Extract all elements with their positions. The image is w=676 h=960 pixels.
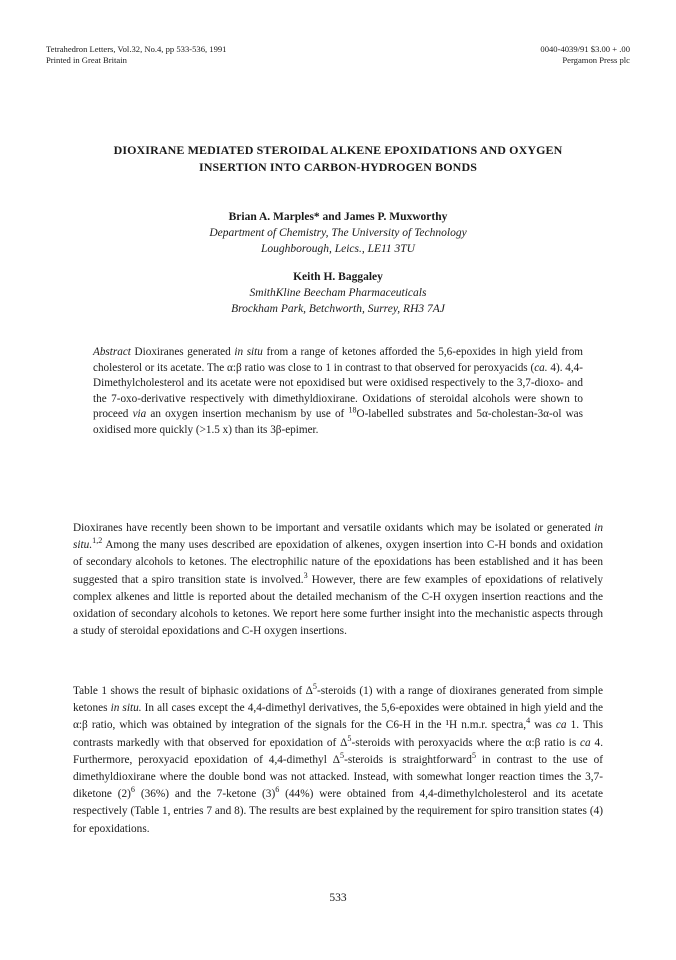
publisher: Pergamon Press plc	[562, 55, 630, 65]
reference-superscript: 5	[471, 751, 477, 761]
paragraph-text: (36%) and the 7-ketone (3)	[134, 788, 276, 801]
superscript: 5	[340, 751, 345, 761]
affiliation-line: SmithKline Beecham Pharmaceuticals	[249, 287, 427, 299]
abstract	[93, 345, 583, 439]
abstract-italic: via	[132, 408, 147, 421]
isotope-superscript: 18	[348, 405, 357, 415]
paragraph-text: Table 1 shows the result of biphasic oxidations of Δ	[73, 685, 313, 697]
abstract-text: Dioxiranes generated	[130, 346, 235, 358]
journal-citation	[46, 44, 226, 66]
paragraph-text: (44%) were obtained from 4,4-dimethylcholesterol and its acetate respectively (Table 1, entries 7 and 8). The results are best explained by the requirement for spiro transition states (4) for epoxidations.	[73, 788, 603, 835]
body-paragraph-2	[73, 683, 603, 838]
paragraph-text: -steroids (1) with a range of dioxiranes generated from simple ketones	[73, 685, 603, 715]
paragraph-italic: ca	[555, 719, 567, 732]
paragraph-text: In all cases except the 4,4-dimethyl derivatives, the 5,6-epoxides were obtained in high yield and the α:β ratio, which was obtained by integration of the signals for the C6-H in the ¹H n.m.r. spectra,	[73, 702, 603, 732]
paragraph-italic: ca	[580, 736, 591, 749]
affiliation-address: Loughborough, Leics., LE11 3TU	[261, 243, 415, 255]
paragraph-text: 4. Furthermore, peroxyacid epoxidation of 4,4-dimethyl Δ	[73, 736, 604, 766]
paragraph-italic: in situ.	[110, 702, 142, 715]
body-paragraph-1	[73, 520, 603, 640]
page-number: 533	[329, 892, 347, 904]
title-line-1: DIOXIRANE MEDIATED STEROIDAL ALKENE EPOXIDATIONS AND OXYGEN	[113, 143, 563, 157]
author-names: Brian A. Marples* and James P. Muxworthy	[228, 211, 448, 223]
paragraph-text: -steroids is straightforward	[344, 753, 472, 766]
affiliation-line: Department of Chemistry, The University of Technology	[209, 227, 467, 239]
paragraph-text: -steroids with peroxyacids where the α:β ratio is	[351, 736, 581, 749]
paragraph-text: Dioxiranes have recently been shown to be important and versatile oxidants which may be isolated or generated	[73, 522, 595, 534]
affiliation-address: Brockham Park, Betchworth, Surrey, RH3 7AJ	[231, 303, 445, 315]
reference-superscript: 6	[130, 785, 135, 795]
author-names: Keith H. Baggaley	[293, 271, 383, 283]
paragraph-text: in contrast to the use of dimethyldioxirane where the double bond was not attacked. Instead, with somewhat longer reaction times the 3,7-diketone (2)	[73, 753, 603, 801]
paragraph-text: Among the many uses described are epoxidation of alkenes, oxygen insertion into C-H bonds and oxidation of secondary alcohols to ketones. The electrophilic nature of the epoxidations has been established and it has been suggested that a spiro transition state is involved.	[73, 539, 603, 586]
abstract-text: O-labelled substrates and 5α-cholestan-3α-ol was oxidised more quickly (>1.5 x) than its 3β-epimer.	[93, 408, 583, 436]
reference-superscript: 6	[275, 785, 280, 795]
abstract-italic: ca.	[534, 361, 548, 374]
reference-superscript: 4	[526, 716, 531, 726]
issn-price: 0040-4039/91 $3.00 + .00	[540, 44, 630, 54]
paragraph-italic: in situ.	[73, 522, 603, 552]
title-line-2: INSERTION INTO CARBON-HYDROGEN BONDS	[198, 159, 477, 174]
author-block-2	[60, 269, 616, 317]
abstract-text: 4). 4,4-Dimethylcholesterol and its acetate were not epoxidised but were oxidised respectively to the 3,7-dioxo- and the 7-oxo-derivative respectively with dimethyldioxirane. Oxidations of steroidal alcohols were shown to proceed	[93, 361, 584, 421]
abstract-italic: in situ	[234, 346, 263, 358]
reference-superscript: 1,2	[92, 536, 103, 546]
printed-in-line: Printed in Great Britain	[46, 55, 127, 65]
abstract-text: an oxygen insertion mechanism by use of	[146, 408, 349, 421]
author-block-1	[60, 209, 616, 257]
abstract-text: from a range of ketones afforded the 5,6-epoxides in high yield from cholesterol or its acetate. The α:β ratio was close to 1 in contrast to that observed for peroxyacids (	[93, 346, 583, 374]
paragraph-text: However, there are few examples of epoxidations of relatively complex alkenes and little is reported about the detailed mechanism of the C-H oxygen insertion reactions and the oxidation of secondary alcohols to ketones. We report here some further insight into the mechanistic aspects through a study of steroidal epoxidations and C-H oxygen insertions.	[73, 573, 603, 638]
superscript: 5	[312, 682, 317, 692]
reference-superscript: 3	[303, 570, 308, 580]
paper-title	[60, 142, 616, 175]
issn-block	[540, 44, 630, 66]
paragraph-text: 1. This contrasts markedly with that observed for epoxidation of Δ	[73, 719, 603, 749]
abstract-label: Abstract	[93, 346, 131, 358]
citation-line: Tetrahedron Letters, Vol.32, No.4, pp 533-536, 1991	[46, 44, 227, 54]
paragraph-text: was	[530, 719, 556, 732]
superscript: 5	[347, 733, 352, 743]
